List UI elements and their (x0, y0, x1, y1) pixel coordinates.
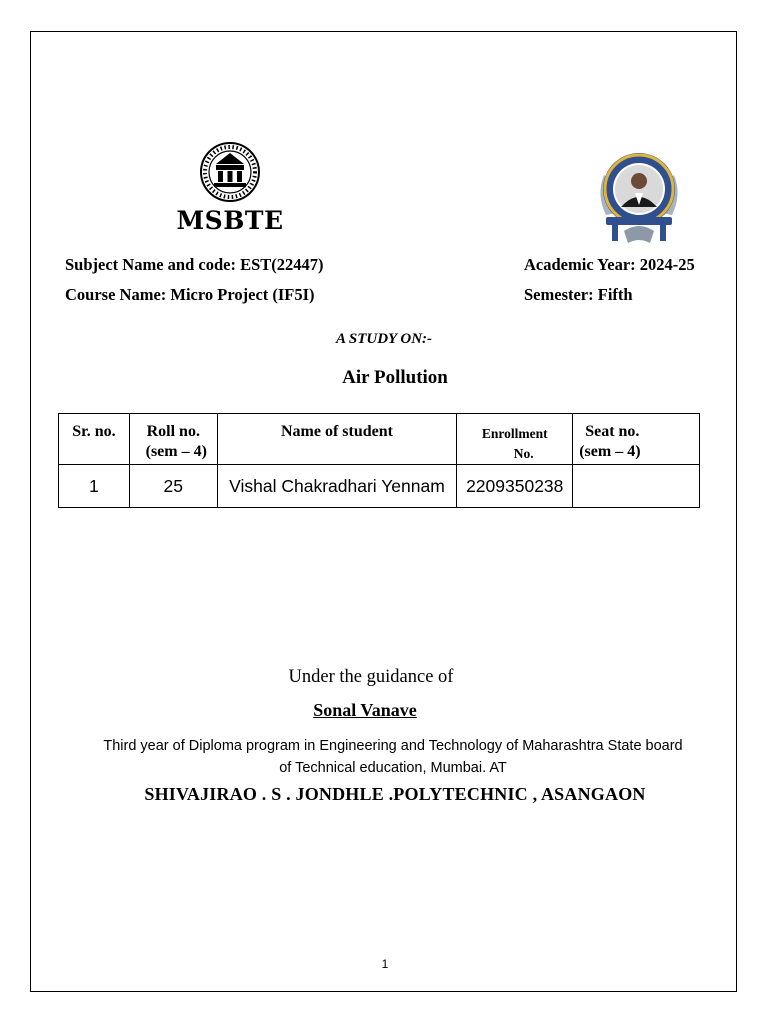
msbte-logo (180, 142, 280, 208)
guidance-intro: Under the guidance of (288, 667, 454, 687)
table-header-row (59, 414, 700, 465)
academic-year: Academic Year: 2024-25 (524, 255, 695, 274)
table-row (59, 465, 700, 508)
cell-seat-no (573, 465, 700, 508)
subject-name-code: Subject Name and code: EST(22447) (65, 255, 324, 274)
page-number: 1 (381, 957, 389, 971)
header-seat-no: Seat no. (sem – 4) (573, 414, 700, 465)
board-name: MSBTE (176, 206, 284, 235)
cell-enrollment-no: 2209350238 (457, 465, 573, 508)
header-enrollment: Enrollment No. (457, 414, 573, 465)
program-description (62, 735, 724, 779)
program-line-1: Third year of Diploma program in Engineering and Technology of Maharashtra State board (103, 738, 683, 754)
cell-roll-no: 25 (129, 465, 217, 508)
header-name: Name of student (217, 414, 457, 465)
header-sr-no: Sr. no. (59, 414, 130, 465)
college-crest-icon (594, 145, 684, 247)
cell-sr-no: 1 (59, 465, 130, 508)
college-crest (594, 145, 684, 247)
header-roll-no: Roll no. (sem – 4) (129, 414, 217, 465)
study-intro: A STUDY ON:- (335, 331, 433, 347)
course-name: Course Name: Micro Project (IF5I) (65, 285, 315, 304)
guide-name: Sonal Vanave (313, 700, 417, 720)
student-table (58, 413, 700, 508)
college-name: SHIVAJIRAO . S . JONDHLE .POLYTECHNIC , ASANGAON (144, 784, 646, 804)
semester: Semester: Fifth (524, 285, 633, 304)
project-title: Air Pollution (342, 367, 448, 388)
msbte-emblem-icon (180, 142, 280, 204)
program-line-2: of Technical education, Mumbai. AT (279, 760, 507, 776)
cell-student-name: Vishal Chakradhari Yennam (217, 465, 457, 508)
